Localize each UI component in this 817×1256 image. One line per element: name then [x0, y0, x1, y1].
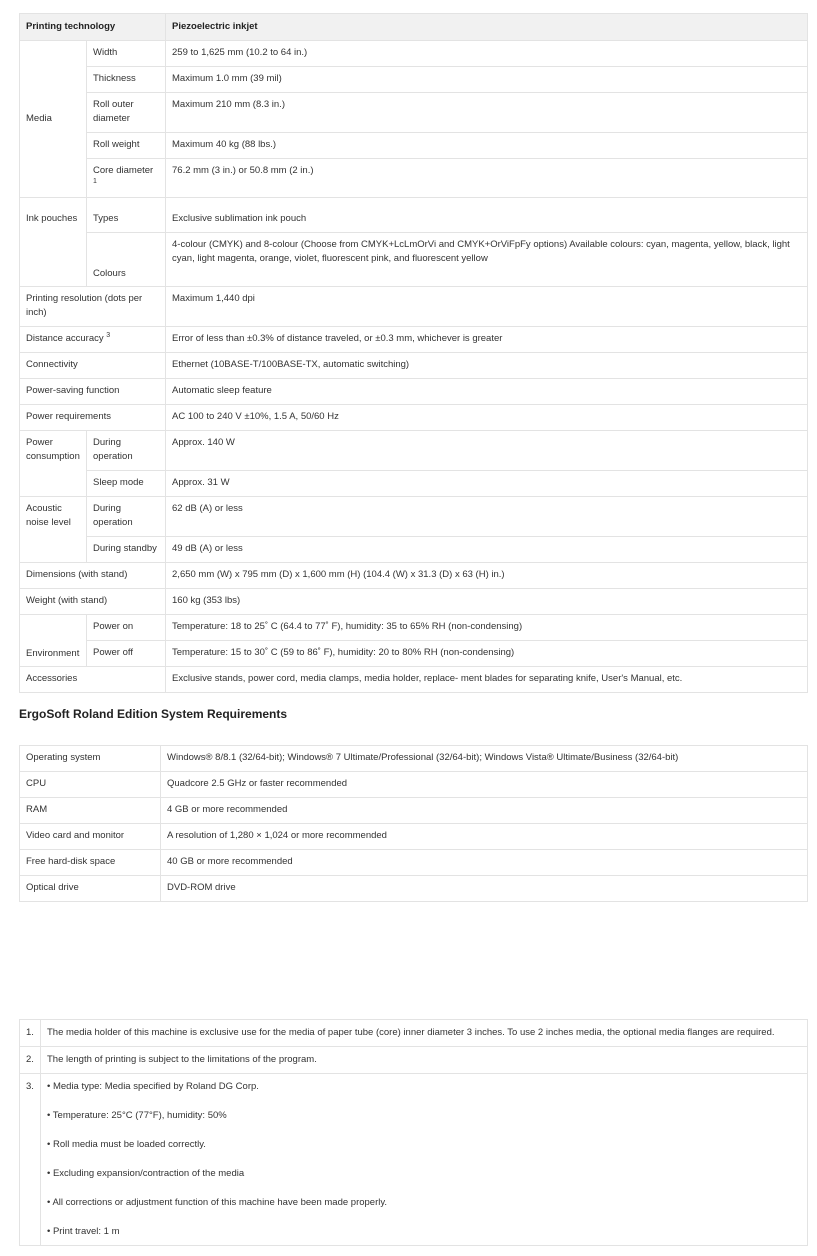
cell-value: Approx. 140 W: [166, 431, 808, 471]
cell-value: 160 kg (353 lbs): [166, 589, 808, 615]
footnote-ref: 3: [106, 331, 111, 339]
cell-value: Maximum 1,440 dpi: [166, 287, 808, 327]
row-label: Power requirements: [20, 405, 166, 431]
table-row: [20, 233, 808, 287]
table-row: [20, 772, 808, 798]
table-row: [20, 471, 808, 497]
row-label: Connectivity: [20, 353, 166, 379]
footnote-bullets: [41, 1074, 808, 1246]
table-row: [20, 198, 808, 233]
table-row: [20, 746, 808, 772]
sub-label: Colours: [87, 233, 166, 287]
bullet-item: • Excluding expansion/contraction of the media: [47, 1168, 245, 1179]
cell-value: 49 dB (A) or less: [166, 537, 808, 563]
cell-value: 2,650 mm (W) x 795 mm (D) x 1,600 mm (H) (104.4 (W) x 31.3 (D) x 63 (H) in.): [166, 563, 808, 589]
cell-value: 76.2 mm (3 in.) or 50.8 mm (2 in.): [166, 159, 808, 198]
cell-value: Maximum 210 mm (8.3 in.): [166, 93, 808, 133]
table-row: [20, 41, 808, 67]
sub-label: Power off: [87, 641, 166, 667]
table-row: [20, 133, 808, 159]
table-row: [20, 431, 808, 471]
cell-value: Exclusive sublimation ink pouch: [166, 198, 808, 233]
sub-label: Power on: [87, 615, 166, 641]
table-row: [20, 615, 808, 641]
sub-label: During operation: [87, 497, 166, 537]
table-row: [20, 287, 808, 327]
row-label-environment: Environment: [20, 615, 87, 667]
sub-label: Types: [87, 198, 166, 233]
cell-value: 4 GB or more recommended: [161, 798, 808, 824]
core-label: Core diameter: [93, 165, 154, 176]
cell-value: 62 dB (A) or less: [166, 497, 808, 537]
table-header-row: [20, 14, 808, 41]
sub-label: Width: [87, 41, 166, 67]
cell-value: 259 to 1,625 mm (10.2 to 64 in.): [166, 41, 808, 67]
sub-label: Sleep mode: [87, 471, 166, 497]
sub-label: During operation: [87, 431, 166, 471]
bullet-item: • Media type: Media specified by Roland DG Corp.: [47, 1081, 259, 1092]
cell-value: Ethernet (10BASE-T/100BASE-TX, automatic switching): [166, 353, 808, 379]
row-label: RAM: [20, 798, 161, 824]
system-requirements-table: [19, 745, 808, 902]
table-row: [20, 537, 808, 563]
footnote-number: 1.: [20, 1020, 41, 1047]
footnote-row: [20, 1047, 808, 1074]
table-row: [20, 667, 808, 693]
distance-label: Distance accuracy: [26, 333, 104, 344]
cell-value: Approx. 31 W: [166, 471, 808, 497]
footnote-row: [20, 1020, 808, 1047]
cell-value: Automatic sleep feature: [166, 379, 808, 405]
cell-value: Windows® 8/8.1 (32/64-bit); Windows® 7 Ultimate/Professional (32/64-bit); Windows Vista® Ultimate/Business (32/64-bit): [161, 746, 808, 772]
bullet-item: • Temperature: 25°C (77°F), humidity: 50%: [47, 1110, 227, 1121]
row-label-noise: Acoustic noise level: [20, 497, 87, 563]
bullet-item: • All corrections or adjustment function of this machine have been made properly.: [47, 1197, 388, 1208]
row-label-media: Media: [20, 41, 87, 198]
footnote-row: [20, 1074, 808, 1246]
table-row: [20, 93, 808, 133]
row-label: Optical drive: [20, 876, 161, 902]
row-label: Dimensions (with stand): [20, 563, 166, 589]
row-label: Power-saving function: [20, 379, 166, 405]
row-label: Operating system: [20, 746, 161, 772]
footnote-text: The length of printing is subject to the limitations of the program.: [41, 1047, 808, 1074]
sub-label: Roll weight: [87, 133, 166, 159]
row-label: CPU: [20, 772, 161, 798]
cell-value: Maximum 1.0 mm (39 mil): [166, 67, 808, 93]
row-label: Weight (with stand): [20, 589, 166, 615]
table-row: [20, 159, 808, 198]
row-label: Accessories: [20, 667, 166, 693]
specifications-table: [19, 13, 808, 693]
footnote-text: The media holder of this machine is exclusive use for the media of paper tube (core) inner diameter 3 inches. To use 2 inches media, the optional media flanges are required.: [41, 1020, 808, 1047]
table-row: [20, 405, 808, 431]
sub-label: Thickness: [87, 67, 166, 93]
footnotes-table: [19, 1019, 808, 1246]
sub-label-core: [87, 159, 166, 198]
table-row: [20, 67, 808, 93]
cell-value: AC 100 to 240 V ±10%, 1.5 A, 50/60 Hz: [166, 405, 808, 431]
footnote-number: 2.: [20, 1047, 41, 1074]
table-row: [20, 798, 808, 824]
table-row: [20, 641, 808, 667]
cell-value: Exclusive stands, power cord, media clamps, media holder, replace- ment blades for separating knife, User's Manual, etc.: [166, 667, 808, 693]
table-row: [20, 353, 808, 379]
cell-value: Error of less than ±0.3% of distance traveled, or ±0.3 mm, whichever is greater: [166, 327, 808, 353]
table-row: [20, 876, 808, 902]
header-label: Printing technology: [20, 14, 166, 41]
sub-label: During standby: [87, 537, 166, 563]
footnote-number: 3.: [20, 1074, 41, 1246]
table-row: [20, 327, 808, 353]
row-label: Free hard-disk space: [20, 850, 161, 876]
table-row: [20, 589, 808, 615]
table-row: [20, 563, 808, 589]
cell-value: Maximum 40 kg (88 lbs.): [166, 133, 808, 159]
bullet-item: • Roll media must be loaded correctly.: [47, 1139, 206, 1150]
cell-value: 4-colour (CMYK) and 8-colour (Choose from CMYK+LcLmOrVi and CMYK+OrViFpFy options) Available colours: cyan, magenta, yellow, black, light cyan, light magenta, orange, violet, fluorescent pink, and fluorescent yellow: [166, 233, 808, 287]
row-label: Video card and monitor: [20, 824, 161, 850]
row-label-ink: Ink pouches: [20, 198, 87, 287]
section-heading: ErgoSoft Roland Edition System Requirements: [19, 707, 288, 721]
cell-value: Quadcore 2.5 GHz or faster recommended: [161, 772, 808, 798]
bullet-item: • Print travel: 1 m: [47, 1226, 120, 1237]
footnote-ref: 1: [93, 177, 97, 185]
table-row: [20, 824, 808, 850]
table-row: [20, 379, 808, 405]
header-value: Piezoelectric inkjet: [166, 14, 808, 41]
cell-value: 40 GB or more recommended: [161, 850, 808, 876]
cell-value: A resolution of 1,280 × 1,024 or more recommended: [161, 824, 808, 850]
row-label: Printing resolution (dots per inch): [20, 287, 166, 327]
table-row: [20, 850, 808, 876]
row-label-power-consumption: Power consumption: [20, 431, 87, 497]
sub-label: Roll outer diameter: [87, 93, 166, 133]
table-row: [20, 497, 808, 537]
cell-value: Temperature: 15 to 30˚ C (59 to 86˚ F), humidity: 20 to 80% RH (non-condensing): [166, 641, 808, 667]
cell-value: Temperature: 18 to 25˚ C (64.4 to 77˚ F), humidity: 35 to 65% RH (non-condensing): [166, 615, 808, 641]
row-label-distance: [20, 327, 166, 353]
cell-value: DVD-ROM drive: [161, 876, 808, 902]
